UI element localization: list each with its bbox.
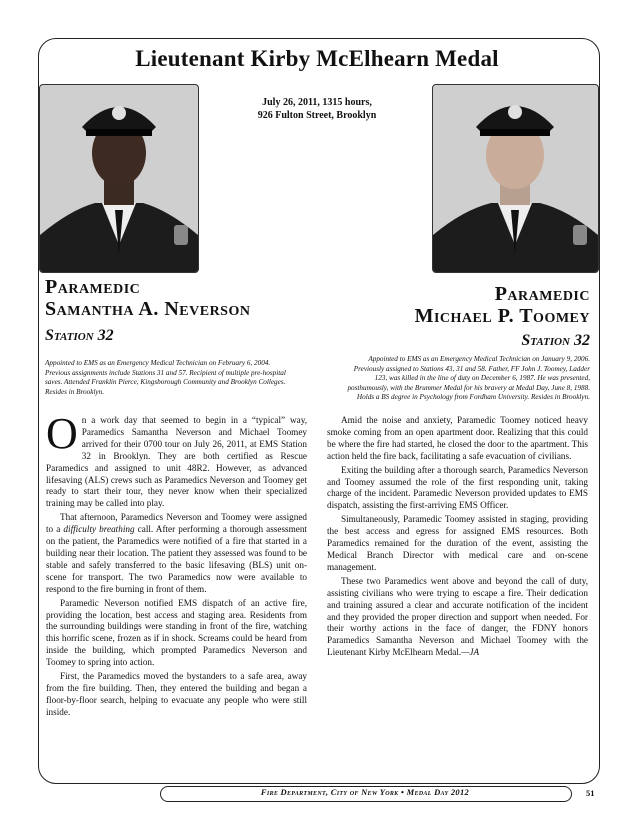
article-paragraph: These two Paramedics went above and beyond the call of duty, assisting civilians who were trying to escape a fire. Their dedication and training assured a clear and accurate notification of the incident and they provided the proper direction and support when needed. For their worthy actions in the face of danger, the FDNY honors Paramedics Samantha Neverson and Michael Toomey with the Lieutenant Kirby McElhearn Medal.—JA bbox=[327, 575, 588, 658]
dateline bbox=[205, 96, 429, 122]
station-neverson: Station 32 bbox=[45, 327, 114, 344]
article-paragraph: Paramedic Neverson notified EMS dispatch of an active fire, providing the location, best access and staging area. Residents from the surrounding buildings were standing in front of the fire, watching this horrific scene, frozen as if in shock. Screams could be heard from inside the building, which prompted Paramedics Neverson and Toomey to spring into action. bbox=[46, 597, 307, 668]
bio-toomey: Appointed to EMS as an Emergency Medical Technician on January 9, 2006. Previously assigned to Stations 43, 31 and 58. Father, FF John J. Toomey, Ladder 123, was killed in the line of duty on December 6, 1987. He was presented, posthumously, with the Brummer Medal for his bravery at Medal Day, June 8, 1988. Holds a BS degree in Psychology from Fordham University. Resides in Brooklyn. bbox=[347, 355, 590, 402]
footer-text: Fire Department, City of New York • Medal Day 2012 bbox=[260, 787, 470, 797]
fullname-neverson: Samantha A. Neverson bbox=[45, 298, 251, 320]
medal-title: Lieutenant Kirby McElhearn Medal bbox=[135, 46, 499, 71]
photo-neverson bbox=[39, 84, 199, 273]
station-toomey: Station 32 bbox=[521, 332, 590, 349]
article-paragraph: On a work day that seemed to begin in a “typical” way, Paramedics Samantha Neverson and Michael Toomey arrived for their 0700 tour on July 26, 2011, at EMS Station 32 in Brooklyn. They are both certified as Rescue Paramedics and assigned to unit 48R2. However, as advanced lifesaving (ALS) crews such as Paramedics Neverson and Toomey get ready to start their tour, they never know when their specialized training may be called into play. bbox=[46, 409, 307, 509]
author-signature: —JA bbox=[461, 647, 480, 658]
bio-neverson: Appointed to EMS as an Emergency Medical Technician on February 6, 2004. Previous assignments include Stations 31 and 57. Recipient of multiple pre-hospital saves. Attended Franklin Pierce, Kingsborough Community and Brooklyn Colleges. Resides in Brooklyn. bbox=[45, 359, 286, 396]
page-number: 51 bbox=[586, 788, 595, 798]
rank-toomey: Paramedic bbox=[494, 283, 590, 305]
article-paragraph: Amid the noise and anxiety, Paramedic Toomey noticed heavy smoke coming from an open apartment door. Realizing that this could be where the fire had started, he closed the door to the apartment. This action held the fire back, facilitating a safe evacuation of civilians. bbox=[327, 415, 588, 461]
article-column-right bbox=[327, 415, 588, 661]
article-column-left bbox=[46, 409, 307, 721]
article-paragraph: Simultaneously, Paramedic Toomey assisted in staging, providing the best access and egress for assigned EMS resources. Both Paramedics remained for the duration of the event, assisting the Medical Branch Director with medical care and on-scene management. bbox=[327, 514, 588, 572]
name-toomey bbox=[415, 283, 590, 327]
drop-cap: O bbox=[46, 409, 78, 458]
fullname-toomey: Michael P. Toomey bbox=[414, 305, 590, 327]
name-neverson bbox=[45, 276, 250, 320]
article-paragraph: That afternoon, Paramedics Neverson and Toomey were assigned to a difficulty breathing call. After performing a thorough assessment on the patient, the Paramedics were notified of a fire that started in a building near their location. The patient they assessed was found to be stable and safely transferred to the basic lifesaving (BLS) unit on-scene for transport. The two Paramedics now were available to respond to the fire burning in front of them. bbox=[46, 512, 307, 594]
photo-toomey bbox=[432, 84, 599, 273]
dateline-date: July 26, 2011, 1315 hours, bbox=[262, 97, 372, 108]
rank-neverson: Paramedic bbox=[45, 276, 141, 298]
dateline-address: 926 Fulton Street, Brooklyn bbox=[257, 110, 377, 121]
article-paragraph: Exiting the building after a thorough search, Paramedics Neverson and Toomey assumed the role of the first responding unit, taking charge of the incident. Paramedic Neverson provided updates to EMS dispatch, assisting the first-arriving EMS Officer. bbox=[327, 464, 588, 511]
article-paragraph: First, the Paramedics moved the bystanders to a safe area, away from the fire building. Then, they entered the building and began a floor-by-floor search, helping to evacuate any people who were still inside. bbox=[46, 671, 307, 717]
